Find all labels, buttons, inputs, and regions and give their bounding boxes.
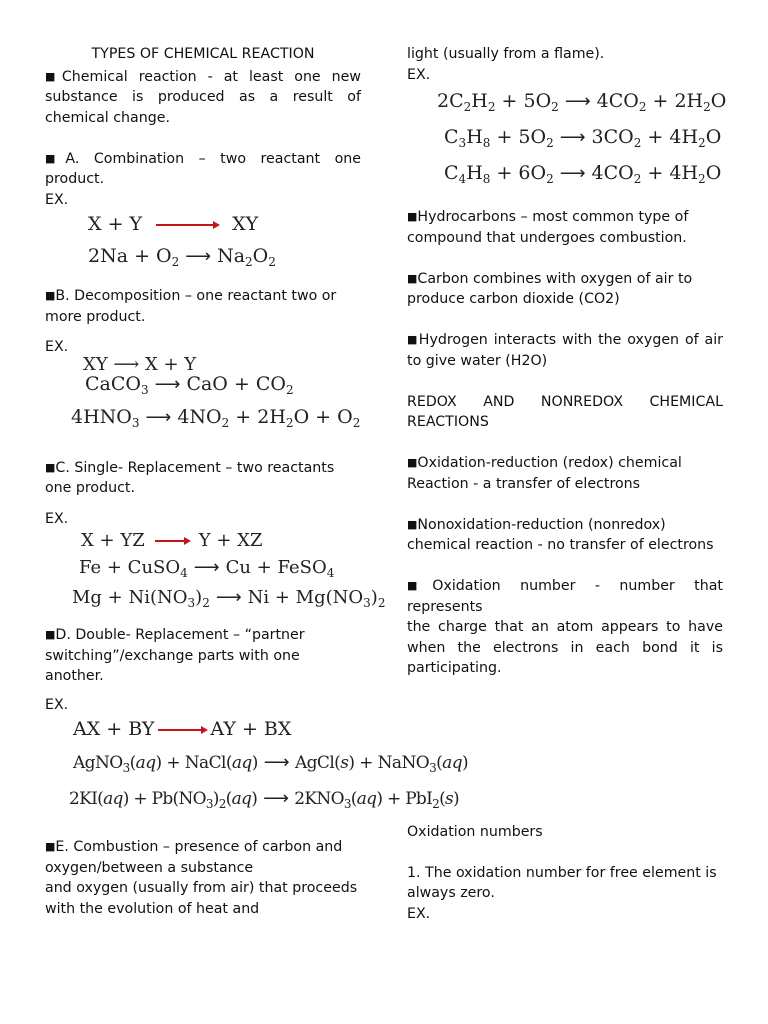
bullet-icon: ■ <box>407 271 418 285</box>
example-label: EX. <box>407 66 431 83</box>
left-column <box>45 44 469 919</box>
example-label: EX. <box>407 905 431 922</box>
combination-paragraph <box>45 149 361 190</box>
decomposition-equations <box>45 353 361 436</box>
equation-silver-nitrate: AgNO$_3$(aq) + NaCl(aq) ⟶ AgCl(s) + NaNO$_3$(aq) <box>73 752 469 775</box>
red-arrow-icon <box>156 224 218 226</box>
bullet-icon: ■ <box>407 210 418 223</box>
equation-iron-copper: Fe + CuSO$_4$ ⟶ Cu + FeSO$_4$ <box>79 557 335 580</box>
hydrogen-text: Hydrogen interacts with the oxygen of air to give water (H2O) <box>407 332 723 369</box>
combustion-text-2: and oxygen (usually from air) that proceeds with the evolution of heat and <box>45 880 358 917</box>
single-replacement-text: C. Single- Replacement – two reactants one product. <box>45 459 335 496</box>
redox-text: Oxidation-reduction (redox) chemical Reaction - a transfer of electrons <box>407 455 682 492</box>
double-replacement-paragraph <box>45 625 361 687</box>
carbon-paragraph <box>407 269 723 310</box>
cropped-equation: XY ⟶ X + Y <box>83 353 197 375</box>
nonredox-text: Nonoxidation-reduction (nonredox) chemical reaction - no transfer of electrons <box>407 516 714 553</box>
equation-acetylene: $2C_2H_2 + 5O_2$ ⟶ $4CO_2 + 2H_2O$ <box>437 90 727 114</box>
red-arrow-icon <box>155 540 189 542</box>
combination-text: A. Combination – two reactant one product. <box>45 150 361 187</box>
equation-sodium-oxygen: $2Na + O_2$ ⟶ $Na_2O_2$ <box>88 245 276 269</box>
bullet-icon: ■ <box>407 333 419 346</box>
decomposition-text: B. Decomposition – one reactant two or more product. <box>45 288 337 325</box>
equation-propane: $C_3H_8 + 5O_2$ ⟶ $3CO_2 + 4H_2O$ <box>444 126 722 150</box>
bullet-icon: ■ <box>45 840 56 853</box>
equation-calcium-carbonate: CaCO$_3$ ⟶ CaO + $CO_2$ <box>85 372 294 397</box>
hydrocarbons-text: Hydrocarbons – most common type of compound that undergoes combustion. <box>407 209 689 246</box>
example-label: EX. <box>45 191 69 208</box>
oxidation-numbers-heading: Oxidation numbers <box>407 823 543 840</box>
combustion-equations <box>407 85 727 199</box>
redox-paragraph <box>407 453 723 494</box>
double-replacement-equations <box>45 715 469 833</box>
bullet-icon: ■ <box>45 289 56 302</box>
bullet-icon: ■ <box>45 151 66 165</box>
equation-generic-combination: X + Y XY <box>88 213 259 235</box>
combination-equations <box>45 210 361 272</box>
example-label: EX. <box>45 696 69 713</box>
bullet-icon: ■ <box>45 628 56 641</box>
combustion-paragraph <box>45 837 361 878</box>
equation-generic-double: AX + BY AY + BX <box>73 718 292 740</box>
red-arrow-icon <box>158 729 206 731</box>
oxidation-number-paragraph <box>407 576 723 617</box>
example-label: EX. <box>45 510 69 527</box>
decomposition-paragraph <box>45 286 361 327</box>
oxidation-number-text-2: the charge that an atom appears to have when the electrons in each bond it is participating. <box>407 619 723 676</box>
combustion-text-1: E. Combustion – presence of carbon and oxygen/between a substance <box>45 839 343 876</box>
single-replacement-equations <box>45 529 386 617</box>
carbon-text: Carbon combines with oxygen of air to produce carbon dioxide (CO2) <box>407 270 693 307</box>
nonredox-paragraph <box>407 515 723 556</box>
bullet-icon: ■ <box>407 517 418 531</box>
bullet-icon: ■ <box>407 579 433 592</box>
equation-magnesium-nickel: $Mg + Ni(NO_3)_2$ ⟶ $Ni + Mg(NO_3)_2$ <box>72 587 386 610</box>
intro-text: Chemical reaction - at least one new substance is produced as a result of chemical change. <box>45 68 361 126</box>
bullet-icon: ■ <box>45 69 62 83</box>
equation-potassium-iodide: $2KI(aq) + Pb(NO_3)_2(aq)$ ⟶ $2KNO_3(aq) + PbI_2(s)$ <box>69 788 459 811</box>
bullet-icon: ■ <box>407 456 418 469</box>
page-title: TYPES OF CHEMICAL REACTION <box>91 46 315 62</box>
equation-generic-single: X + YZ Y + XZ <box>81 530 263 551</box>
combustion-continuation: light (usually from a flame). <box>407 46 605 62</box>
equation-nitric-acid: $4HNO_3$ ⟶ $4NO_2 + 2H_2O + O_2$ <box>71 405 361 430</box>
hydrocarbons-paragraph <box>407 207 723 248</box>
hydrogen-paragraph <box>407 330 723 371</box>
right-column <box>407 44 727 924</box>
intro-paragraph <box>45 67 361 129</box>
single-replacement-paragraph <box>45 458 361 499</box>
example-label: EX. <box>45 339 69 355</box>
bullet-icon: ■ <box>45 460 56 474</box>
rule-1: 1. The oxidation number for free element is always zero. <box>407 864 717 901</box>
oxidation-number-text-1: Oxidation number - number that represents <box>407 578 723 615</box>
double-replacement-text: D. Double- Replacement – “partner switching”/exchange parts with one another. <box>45 627 305 684</box>
redox-heading: REDOX AND NONREDOX CHEMICAL REACTIONS <box>407 393 723 430</box>
equation-butane: $C_4H_8 + 6O_2$ ⟶ $4CO_2 + 4H_2O$ <box>444 162 722 186</box>
